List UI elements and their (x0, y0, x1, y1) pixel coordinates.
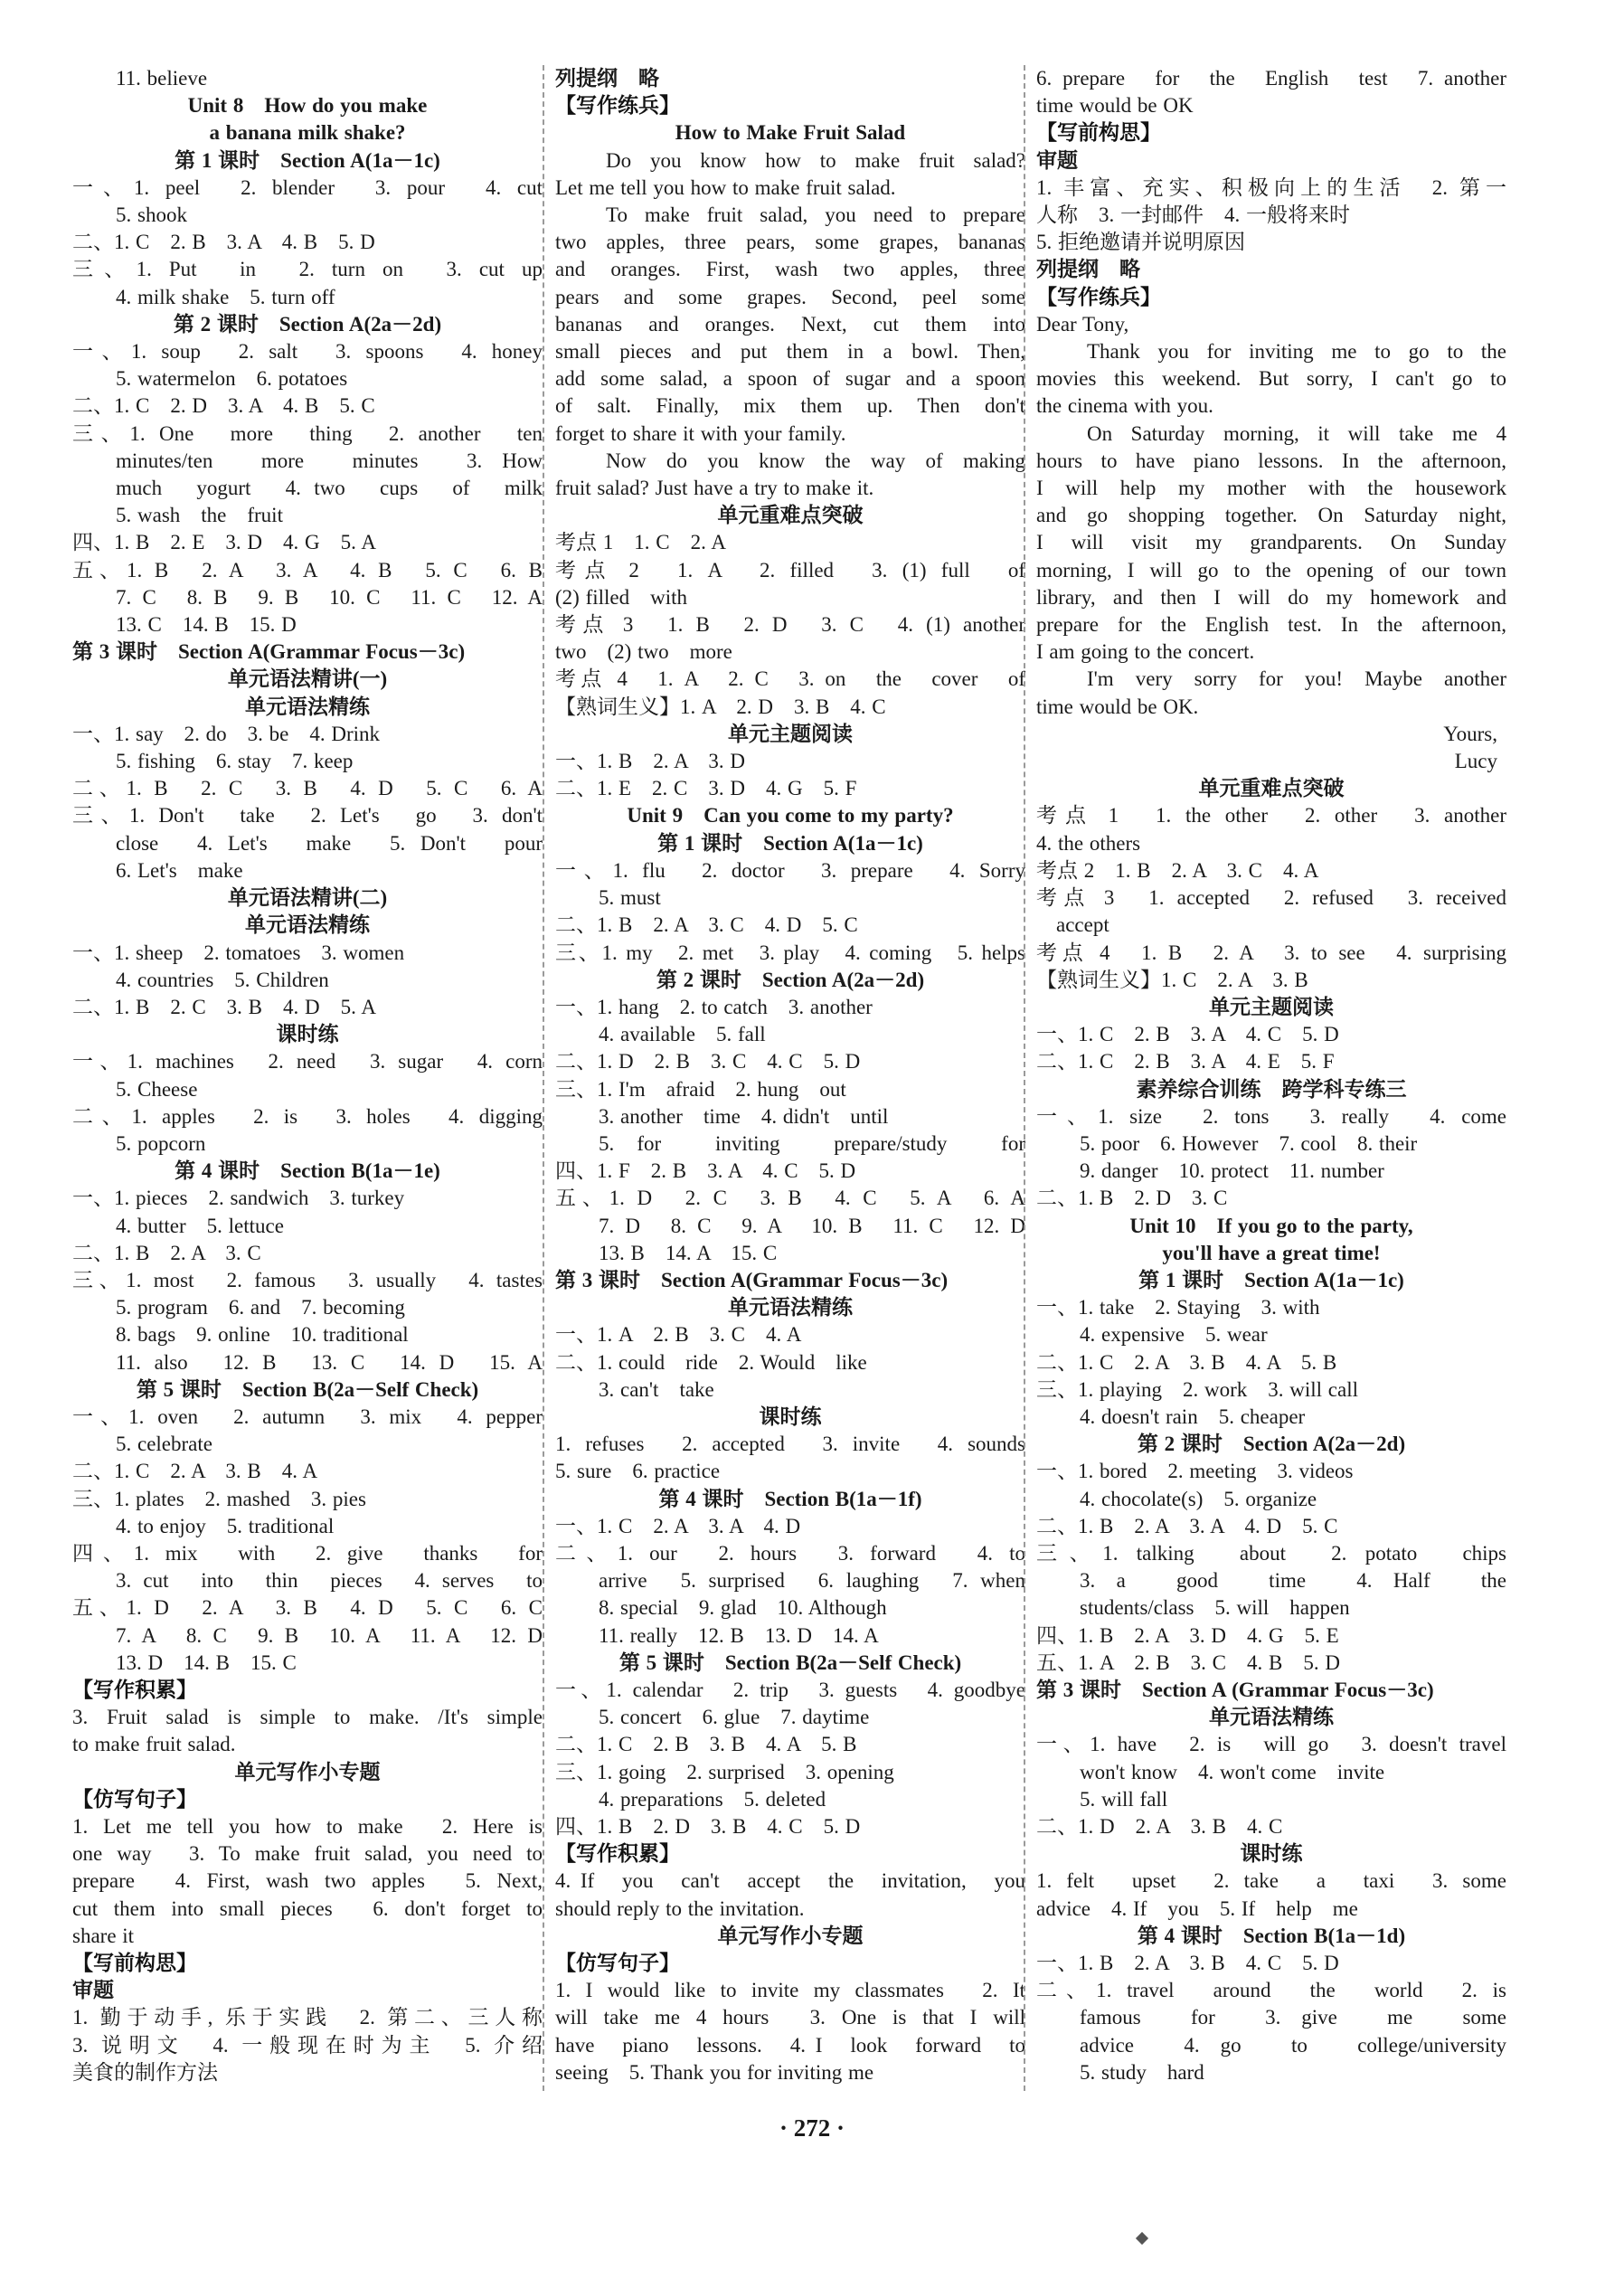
text-line: 【写前构思】 (72, 1952, 197, 1975)
text-line: 考点 4 1. B 2. A 3. to see 4. surprising (1036, 941, 1506, 964)
text-line: 3. Fruit salad is simple to make. /It's simple (72, 1706, 543, 1729)
text-line: 一、1. take 2. Staying 3. with (1036, 1296, 1320, 1319)
text-line: 人称 3. 一封邮件 4. 一般将来时 (1036, 203, 1350, 227)
text-line: 第 4 课时 Section B(1a－1e) (175, 1159, 440, 1183)
text-line: 5. will fall (1080, 1787, 1168, 1811)
text-line: 一、1. hang 2. to catch 3. another (555, 995, 873, 1018)
text-line: 三、1. Put in 2. turn on 3. cut up (72, 258, 543, 281)
text-line: 13. B 14. A 15. C (599, 1241, 778, 1264)
text-line: morning, I will go to the opening of our town (1036, 558, 1506, 582)
text-line: 考点 3 1. B 2. D 3. C 4. (1) another (555, 613, 1025, 637)
text-line: 一、1. size 2. tons 3. really 4. come (1036, 1104, 1506, 1128)
text-line: students/class 5. will happen (1080, 1596, 1350, 1620)
text-line: one way 3. To make fruit salad, you need to (72, 1842, 543, 1866)
text-line: famous for 3. give me some (1080, 2006, 1506, 2029)
text-line: to make fruit salad. (72, 1733, 236, 1756)
text-line: will take me 4 hours 3. One is that I will (555, 2006, 1025, 2029)
text-line: 5. program 6. and 7. becoming (116, 1296, 405, 1319)
text-line: 3. can't take (599, 1377, 714, 1401)
text-line: you'll have a great time! (1162, 1241, 1381, 1264)
text-line: 第 5 课时 Section B(2a－Self Check) (136, 1377, 479, 1401)
text-line: the cinema with you. (1036, 394, 1213, 418)
text-line: 7. A 8. C 9. B 10. A 11. A 12. D (116, 1623, 543, 1647)
text-line: 第 2 课时 Section A(2a－2d) (173, 312, 442, 336)
text-line: 二、1. travel around the world 2. is (1036, 1979, 1506, 2002)
text-line: 单元重难点突破 (1198, 777, 1345, 800)
text-line: 二、1. apples 2. is 3. holes 4. digging (72, 1104, 543, 1128)
text-line: 三、1. going 2. surprised 3. opening (555, 1760, 894, 1783)
text-line: 第 3 课时 Section A (Grammar Focus－3c) (1036, 1678, 1434, 1701)
text-line: 1. I would like to invite my classmates 2. It (555, 1979, 1025, 2002)
text-line: 四、1. F 2. B 3. A 4. C 5. D (555, 1159, 856, 1183)
text-line: 第 2 课时 Section A(2a－2d) (1137, 1433, 1406, 1456)
text-line: close 4. Let's make 5. Don't pour (116, 831, 543, 855)
text-line: and oranges. First, wash two apples, three (555, 258, 1025, 281)
text-line: 6. Let's make (116, 858, 243, 882)
text-line: hours to have piano lessons. In the afternoon, (1036, 449, 1506, 472)
text-line: 3. another time 4. didn't until (599, 1104, 889, 1128)
text-line: 第 3 课时 Section A(Grammar Focus－3c) (72, 640, 466, 664)
text-line: 11. believe (116, 67, 208, 90)
text-line: 考点 1 1. the other 2. other 3. another (1036, 804, 1506, 828)
text-line: 4. milk shake 5. turn off (116, 285, 335, 308)
text-line: cut them into small pieces 6. don't forget to (72, 1896, 543, 1920)
text-line: 一、1. oven 2. autumn 3. mix 4. pepper (72, 1405, 543, 1428)
text-line: 第 1 课时 Section A(1a－1c) (1138, 1268, 1404, 1291)
text-line: a banana milk shake? (209, 121, 406, 145)
text-line: 考点 3 1. accepted 2. refused 3. received (1036, 886, 1506, 910)
text-line: 课时练 (1240, 1842, 1303, 1866)
text-line: 一、1. B 2. A 3. D (555, 750, 746, 773)
text-line: of salt. Finally, mix them up. Then don't (555, 394, 1025, 418)
column-middle (555, 65, 1025, 2086)
text-line: 一、1. A 2. B 3. C 4. A (555, 1323, 802, 1347)
text-line: 5. wash the fruit (116, 504, 283, 527)
text-line: 7. C 8. B 9. B 10. C 11. C 12. A (116, 585, 543, 609)
text-line: 单元主题阅读 (728, 722, 853, 745)
text-line: 二、1. D 2. B 3. C 4. C 5. D (555, 1050, 861, 1074)
text-line: Let me tell you how to make fruit salad. (555, 175, 896, 199)
text-line: Unit 8 How do you make (187, 94, 428, 118)
column-right (1036, 65, 1506, 2086)
text-line: 三、1. plates 2. mashed 3. pies (72, 1487, 366, 1510)
text-line: time would be OK. (1036, 695, 1199, 718)
text-line: 5. Cheese (116, 1077, 198, 1101)
text-line: 5. poor 6. However 7. cool 8. their (1080, 1131, 1418, 1155)
text-line: 一、1. C 2. B 3. A 4. C 5. D (1036, 1023, 1339, 1046)
text-line: Lucy (1454, 750, 1497, 773)
text-line: 课时练 (759, 1405, 822, 1428)
text-line: 一、1. machines 2. need 3. sugar 4. corn (72, 1050, 543, 1074)
text-line: 4. to enjoy 5. traditional (116, 1514, 335, 1537)
text-line: 8. bags 9. online 10. traditional (116, 1323, 409, 1347)
text-line: 一、1. soup 2. salt 3. spoons 4. honey (72, 340, 543, 364)
text-line: 二、1. B 2. D 3. C (1036, 1187, 1228, 1210)
text-line: 5. 拒绝邀请并说明原因 (1036, 231, 1245, 254)
text-line: 第 3 课时 Section A(Grammar Focus－3c) (555, 1268, 949, 1291)
text-line: 4. the others (1036, 831, 1141, 855)
text-line: 1. felt upset 2. take a taxi 3. some (1036, 1869, 1506, 1893)
text-line: 二、1. C 2. B 3. A 4. B 5. D (72, 231, 375, 254)
text-line: 一、1. say 2. do 3. be 4. Drink (72, 722, 381, 745)
text-line: (2) filled with (555, 585, 687, 609)
text-line: I am going to the concert. (1036, 640, 1255, 664)
text-line: 第 2 课时 Section A(2a－2d) (656, 968, 925, 991)
text-line: 5. watermelon 6. potatoes (116, 367, 348, 391)
text-line: 4. expensive 5. wear (1080, 1323, 1268, 1347)
text-line: 五、1. D 2. A 3. B 4. D 5. C 6. C (72, 1596, 543, 1620)
text-line: 5. popcorn (116, 1131, 206, 1155)
text-line: 四、1. B 2. A 3. D 4. G 5. E (1036, 1623, 1339, 1647)
text-line: 1. Let me tell you how to make 2. Here is (72, 1815, 543, 1838)
text-line: Yours, (1443, 722, 1497, 745)
text-line: 一、1. flu 2. doctor 3. prepare 4. Sorry (555, 858, 1025, 882)
text-line: 五、1. D 2. C 3. B 4. C 5. A 6. A (555, 1187, 1025, 1210)
text-line: 三、1. my 2. met 3. play 4. coming 5. helps (555, 941, 1025, 964)
text-line: 二、1. C 2. B 3. A 4. E 5. F (1036, 1050, 1335, 1074)
text-line: To make fruit salad, you need to prepare (606, 203, 1025, 227)
text-line: 6. prepare for the English test 7. another (1036, 67, 1506, 90)
text-line: 5. sure 6. practice (555, 1460, 721, 1483)
text-line: 11. also 12. B 13. C 14. D 15. A (116, 1350, 543, 1374)
text-line: library, and then I will do my homework and (1036, 585, 1506, 609)
text-line: 4. doesn't rain 5. cheaper (1080, 1405, 1306, 1428)
text-line: 二、1. C 2. A 3. B 4. A 5. B (1036, 1350, 1337, 1374)
text-line: 【写前构思】 (1036, 121, 1161, 145)
text-line: 三、1. One more thing 2. another ten (72, 421, 543, 445)
text-line: 四、1. mix with 2. give thanks for (72, 1541, 543, 1565)
text-line: 三、1. most 2. famous 3. usually 4. tastes (72, 1268, 543, 1291)
text-line: 单元语法精练 (245, 695, 370, 718)
text-line: How to Make Fruit Salad (675, 121, 906, 145)
text-line: 一、1. C 2. A 3. A 4. D (555, 1514, 801, 1537)
text-line: accept (1056, 913, 1109, 937)
text-line: 考点 2 1. A 2. filled 3. (1) full of (555, 558, 1025, 582)
text-line: 三、1. playing 2. work 3. will call (1036, 1377, 1358, 1401)
text-line: 一、1. bored 2. meeting 3. videos (1036, 1460, 1354, 1483)
text-line: 4. available 5. fall (599, 1023, 766, 1046)
text-line: time would be OK (1036, 94, 1194, 118)
text-line: 单元写作小专题 (234, 1760, 381, 1783)
text-line: 4. preparations 5. deleted (599, 1787, 826, 1811)
text-line: prepare for the English test. In the afternoon, (1036, 613, 1506, 637)
text-line: I will visit my grandparents. On Sunday (1036, 531, 1506, 554)
text-line: 一、1. peel 2. blender 3. pour 4. cut (72, 175, 543, 199)
text-line: 3. 说明文 4. 一般现在时为主 5. 介绍 (72, 2033, 543, 2057)
text-line: pears and some grapes. Second, peel some (555, 285, 1025, 308)
text-line: 3. a good time 4. Half the (1080, 1569, 1506, 1593)
text-line: add some salad, a spoon of sugar and a spoon (555, 367, 1025, 391)
text-line: Unit 10 If you go to the party, (1129, 1214, 1413, 1237)
text-line: 列提纲 略 (1036, 258, 1140, 281)
text-line: much yogurt 4. two cups of milk (116, 477, 543, 500)
text-line: 第 5 课时 Section B(2a－Self Check) (618, 1650, 962, 1674)
text-line: small pieces and put them in a bowl. Then, (555, 340, 1025, 364)
text-line: 二、1. C 2. A 3. B 4. A (72, 1460, 318, 1483)
text-line: 二、1. B 2. A 3. C (72, 1241, 261, 1264)
text-line: advice 4. If you 5. If help me (1036, 1896, 1358, 1920)
text-line: Do you know how to make fruit salad? (606, 148, 1025, 172)
text-line: 二、1. C 2. D 3. A 4. B 5. C (72, 394, 375, 418)
text-line: 7. D 8. C 9. A 10. B 11. C 12. D (599, 1214, 1025, 1237)
text-line: 二、1. could ride 2. Would like (555, 1350, 867, 1374)
text-line: Unit 9 Can you come to my party? (627, 804, 954, 828)
text-line: 考点 2 1. B 2. A 3. C 4. A (1036, 858, 1319, 882)
text-line: 5. celebrate (116, 1433, 212, 1456)
text-line: 【写作练兵】 (555, 94, 680, 118)
text-line: 五、1. A 2. B 3. C 4. B 5. D (1036, 1650, 1340, 1674)
text-line: two apples, three pears, some grapes, bananas (555, 231, 1025, 254)
text-line: 单元重难点突破 (717, 504, 864, 527)
text-line: Dear Tony, (1036, 312, 1129, 336)
column-divider (1024, 65, 1025, 2091)
text-line: 5. must (599, 886, 661, 910)
text-line: 11. really 12. B 13. D 14. A (599, 1623, 879, 1647)
text-line: 单元语法精练 (1209, 1706, 1334, 1729)
text-line: 素养综合训练 跨学科专练三 (1136, 1077, 1407, 1101)
text-line: 1. 勤于动手, 乐于实践 2. 第二、三人称 (72, 2006, 543, 2029)
text-line: 二、1. B 2. C 3. B 4. D 5. C 6. A (72, 777, 543, 800)
text-line: movies this weekend. But sorry, I can't go to (1036, 367, 1506, 391)
text-line: 一、1. calendar 2. trip 3. guests 4. goodbye (555, 1678, 1025, 1701)
text-line: 一、1. pieces 2. sandwich 3. turkey (72, 1187, 405, 1210)
text-line: 考点 4 1. A 2. C 3. on the cover of (555, 667, 1025, 691)
text-line: 二、1. C 2. B 3. B 4. A 5. B (555, 1733, 857, 1756)
text-line: won't know 4. won't come invite (1080, 1760, 1385, 1783)
text-line: 二、1. B 2. A 3. C 4. D 5. C (555, 913, 858, 937)
text-line: bananas and oranges. Next, cut them into (555, 312, 1025, 336)
text-line: 五、1. B 2. A 3. A 4. B 5. C 6. B (72, 558, 543, 582)
text-line: 【仿写句子】 (72, 1787, 197, 1811)
text-line: 第 1 课时 Section A(1a－1c) (175, 148, 440, 172)
text-line: have piano lessons. 4. I look forward to (555, 2033, 1025, 2057)
text-line: share it (72, 1924, 135, 1947)
text-line: advice 4. go to college/university (1080, 2033, 1506, 2057)
text-line: 【熟词生义】1. A 2. D 3. B 4. C (555, 695, 886, 718)
column-divider (543, 65, 544, 2091)
page-number: · 272 · (779, 2114, 845, 2142)
text-line: 审题 (72, 1979, 114, 2002)
text-line: 13. D 14. B 15. C (116, 1650, 297, 1674)
text-line: 5. study hard (1080, 2060, 1204, 2084)
text-line: I'm very sorry for you! Maybe another (1087, 667, 1506, 691)
text-line: 三、1. talking about 2. potato chips (1036, 1541, 1506, 1565)
text-line: 4. If you can't accept the invitation, you (555, 1869, 1025, 1893)
text-line: 二、1. our 2. hours 3. forward 4. to (555, 1541, 1025, 1565)
text-line: 二、1. B 2. C 3. B 4. D 5. A (72, 995, 376, 1018)
text-line: 一、1. B 2. A 3. B 4. C 5. D (1036, 1952, 1339, 1975)
text-line: 4. butter 5. lettuce (116, 1214, 284, 1237)
text-line: 单元语法精讲(一) (227, 667, 388, 691)
text-line: 单元写作小专题 (717, 1924, 864, 1947)
text-line: Thank you for inviting me to go to the (1087, 340, 1506, 364)
text-line: and go shopping together. On Saturday night, (1036, 504, 1506, 527)
text-line: should reply to the invitation. (555, 1896, 805, 1920)
text-line: 课时练 (276, 1023, 339, 1046)
text-line: 审题 (1036, 148, 1078, 172)
text-line: 4. chocolate(s) 5. organize (1080, 1487, 1317, 1510)
text-line: 8. special 9. glad 10. Although (599, 1596, 887, 1620)
text-line: 三、1. I'm afraid 2. hung out (555, 1077, 846, 1101)
text-line: 单元语法精练 (245, 913, 370, 937)
text-line: 3. cut into thin pieces 4. serves to (116, 1569, 543, 1593)
text-line: 1. 丰富、充实、积极向上的生活 2. 第一 (1036, 175, 1506, 199)
text-line: Now do you know the way of making (606, 449, 1025, 472)
text-line: 【写作积累】 (555, 1842, 680, 1866)
text-line: 四、1. B 2. E 3. D 4. G 5. A (72, 531, 376, 554)
text-line: 5. for inviting prepare/study for (599, 1131, 1025, 1155)
text-line: 5. fishing 6. stay 7. keep (116, 750, 354, 773)
column-left (72, 65, 543, 2086)
text-line: 一、1. sheep 2. tomatoes 3. women (72, 941, 405, 964)
text-line: 四、1. B 2. D 3. B 4. C 5. D (555, 1815, 861, 1838)
text-line: prepare 4. First, wash two apples 5. Next, (72, 1869, 543, 1893)
text-line: 列提纲 略 (555, 67, 659, 90)
text-line: 13. C 14. B 15. D (116, 613, 297, 637)
text-line: On Saturday morning, it will take me 4 (1087, 421, 1506, 445)
text-line: 第 1 课时 Section A(1a－1c) (657, 831, 923, 855)
text-line: 4. countries 5. Children (116, 968, 329, 991)
text-line: 【写作练兵】 (1036, 285, 1161, 308)
text-line: 三、1. Don't take 2. Let's go 3. don't (72, 804, 543, 828)
text-line: 【仿写句子】 (555, 1952, 680, 1975)
text-line: 二、1. D 2. A 3. B 4. C (1036, 1815, 1283, 1838)
text-line: 9. danger 10. protect 11. number (1080, 1159, 1384, 1183)
crop-mark (1136, 2232, 1148, 2245)
text-line: fruit salad? Just have a try to make it. (555, 477, 874, 500)
text-line: 1. refuses 2. accepted 3. invite 4. sounds (555, 1433, 1025, 1456)
text-line: 二、1. E 2. C 3. D 4. G 5. F (555, 777, 857, 800)
text-line: 单元主题阅读 (1209, 995, 1334, 1018)
text-line: arrive 5. surprised 6. laughing 7. when (599, 1569, 1025, 1593)
text-line: two (2) two more (555, 640, 732, 664)
text-line: 一、1. have 2. is will go 3. doesn't travel (1036, 1733, 1506, 1756)
text-line: minutes/ten more minutes 3. How (116, 449, 543, 472)
text-line: 5. shook (116, 203, 187, 227)
text-line: seeing 5. Thank you for inviting me (555, 2060, 874, 2084)
text-line: 【写作积累】 (72, 1678, 197, 1701)
text-line: 考点 1 1. C 2. A (555, 531, 726, 554)
text-line: 单元语法精练 (728, 1296, 853, 1319)
text-line: 5. concert 6. glue 7. daytime (599, 1706, 870, 1729)
text-line: forget to share it with your family. (555, 421, 846, 445)
text-line: I will help my mother with the housework (1036, 477, 1506, 500)
text-line: 二、1. B 2. A 3. A 4. D 5. C (1036, 1514, 1338, 1537)
text-line: 单元语法精讲(二) (227, 886, 388, 910)
text-line: 第 4 课时 Section B(1a－1f) (658, 1487, 922, 1510)
text-line: 【熟词生义】1. C 2. A 3. B (1036, 968, 1308, 991)
text-line: 美食的制作方法 (72, 2060, 218, 2084)
text-line: 第 4 课时 Section B(1a－1d) (1137, 1924, 1406, 1947)
